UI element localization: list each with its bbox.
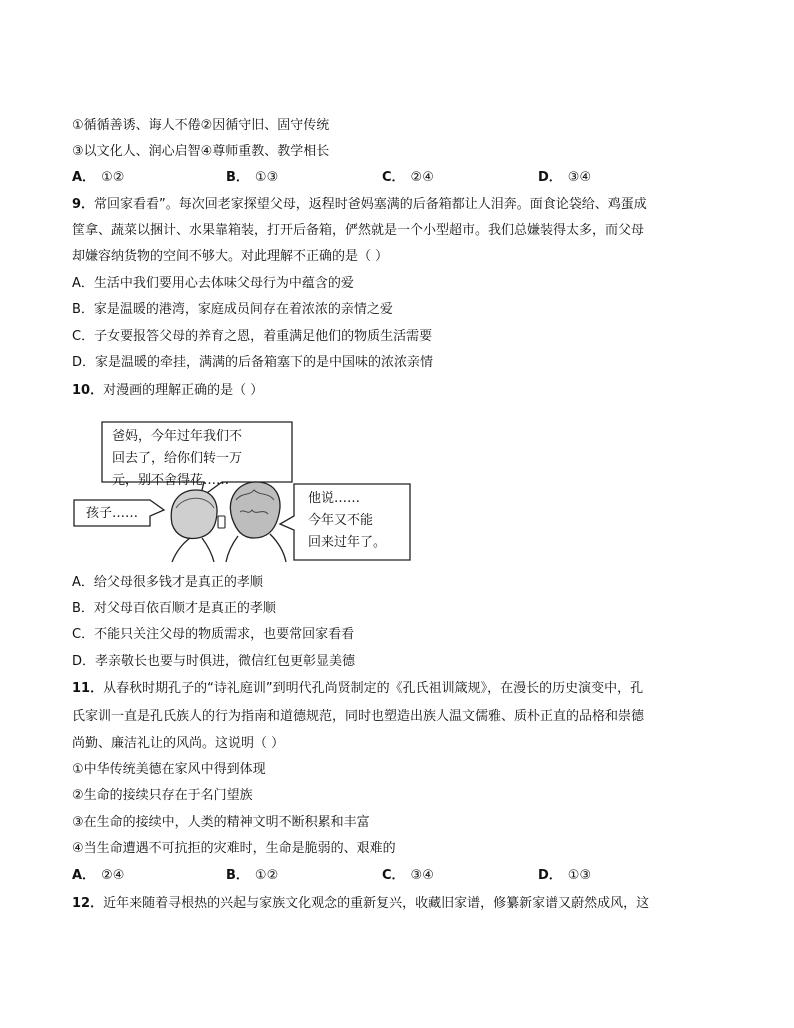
q10-choice-a[interactable]: A．给父母很多钱才是真正的孝顺	[72, 575, 263, 590]
q12-stem-line-1: 12．近年来随着寻根热的兴起与家族文化观念的重新复兴，收藏旧家谱，修纂新家谱又蔚然成风，这	[72, 896, 650, 911]
q9-number: 9．	[72, 197, 95, 212]
q8-item-line-1: ①循循善诱、诲人不倦②因循守旧、固守传统	[72, 118, 330, 133]
comic-top-bubble-text: 爸妈，今年过年我们不 回去了，给你们转一万 元，别不舍得花……	[112, 429, 243, 488]
comic-illustration	[72, 412, 412, 564]
q11-number: 11．	[72, 681, 104, 696]
q11-option-b[interactable]: B． ①②	[226, 868, 279, 883]
q8-item-line-2: ③以文化人、润心启智④尊师重教、教学相长	[72, 144, 330, 159]
q9-stem-line-3: 却嫌容纳货物的空间不够大。对此理解不正确的是（ ）	[72, 249, 389, 264]
q9-choice-d[interactable]: D．家是温暖的牵挂，满满的后备箱塞下的是中国味的浓浓亲情	[72, 355, 434, 370]
q11-option-c[interactable]: C． ③④	[382, 868, 434, 883]
q11-stem-line-2: 氏家训一直是孔氏族人的行为指南和道德规范，同时也塑造出族人温文儒雅、质朴正直的品格和崇德	[72, 709, 645, 724]
q11-option-a[interactable]: A． ②④	[72, 868, 125, 883]
q8-options	[72, 168, 712, 188]
q9-choice-a[interactable]: A．生活中我们要用心去体味父母行为中蕴含的爱	[72, 276, 354, 291]
q11-item-3: ③在生命的接续中，人类的精神文明不断积累和丰富	[72, 815, 370, 830]
q8-option-c[interactable]: C． ②④	[382, 170, 434, 185]
q11-option-d[interactable]: D． ①③	[538, 868, 592, 883]
q10-choice-b[interactable]: B．对父母百依百顺才是真正的孝顺	[72, 601, 276, 616]
q11-options	[72, 866, 712, 886]
q9-choice-b[interactable]: B．家是温暖的港湾，家庭成员间存在着浓浓的亲情之爱	[72, 302, 393, 317]
comic-right-bubble-text: 他说…… 今年又不能 回来过年了。	[308, 491, 387, 550]
comic-left-bubble-text: 孩子……	[86, 506, 139, 521]
q8-option-b[interactable]: B． ①③	[226, 170, 279, 185]
q8-option-d[interactable]: D． ③④	[538, 170, 592, 185]
q10-choice-d[interactable]: D．孝亲敬长也要与时俱进，微信红包更彰显美德	[72, 654, 356, 669]
q11-item-2: ②生命的接续只存在于名门望族	[72, 788, 253, 803]
q8-option-a[interactable]: A． ①②	[72, 170, 125, 185]
q9-stem-line-1: 9．常回家看看”。每次回老家探望父母，返程时爸妈塞满的后备箱都让人泪奔。面食论袋给、鸡蛋成	[72, 197, 647, 212]
q9-choice-c[interactable]: C．子女要报答父母的养育之恩，着重满足他们的物质生活需要	[72, 329, 433, 344]
q11-stem-line-3: 尚勤、廉洁礼让的风尚。这说明（ ）	[72, 736, 285, 751]
q12-number: 12．	[72, 896, 104, 911]
q9-stem-line-2: 筐拿、蔬菜以捆计、水果靠箱装，打开后备箱，俨然就是一个小型超市。我们总嫌装得太多，而父母	[72, 223, 645, 238]
q10-stem: 10．对漫画的理解正确的是（ ）	[72, 383, 264, 398]
q11-item-4: ④当生命遭遇不可抗拒的灾难时，生命是脆弱的、艰难的	[72, 841, 396, 856]
q10-number: 10．	[72, 383, 104, 398]
q11-item-1: ①中华传统美德在家风中得到体现	[72, 762, 266, 777]
q11-stem-line-1: 11．从春秋时期孔子的“诗礼庭训”到明代孔尚贤制定的《孔氏祖训箴规》，在漫长的历史演变中，孔	[72, 681, 644, 696]
q10-choice-c[interactable]: C．不能只关注父母的物质需求，也要常回家看看	[72, 627, 355, 642]
